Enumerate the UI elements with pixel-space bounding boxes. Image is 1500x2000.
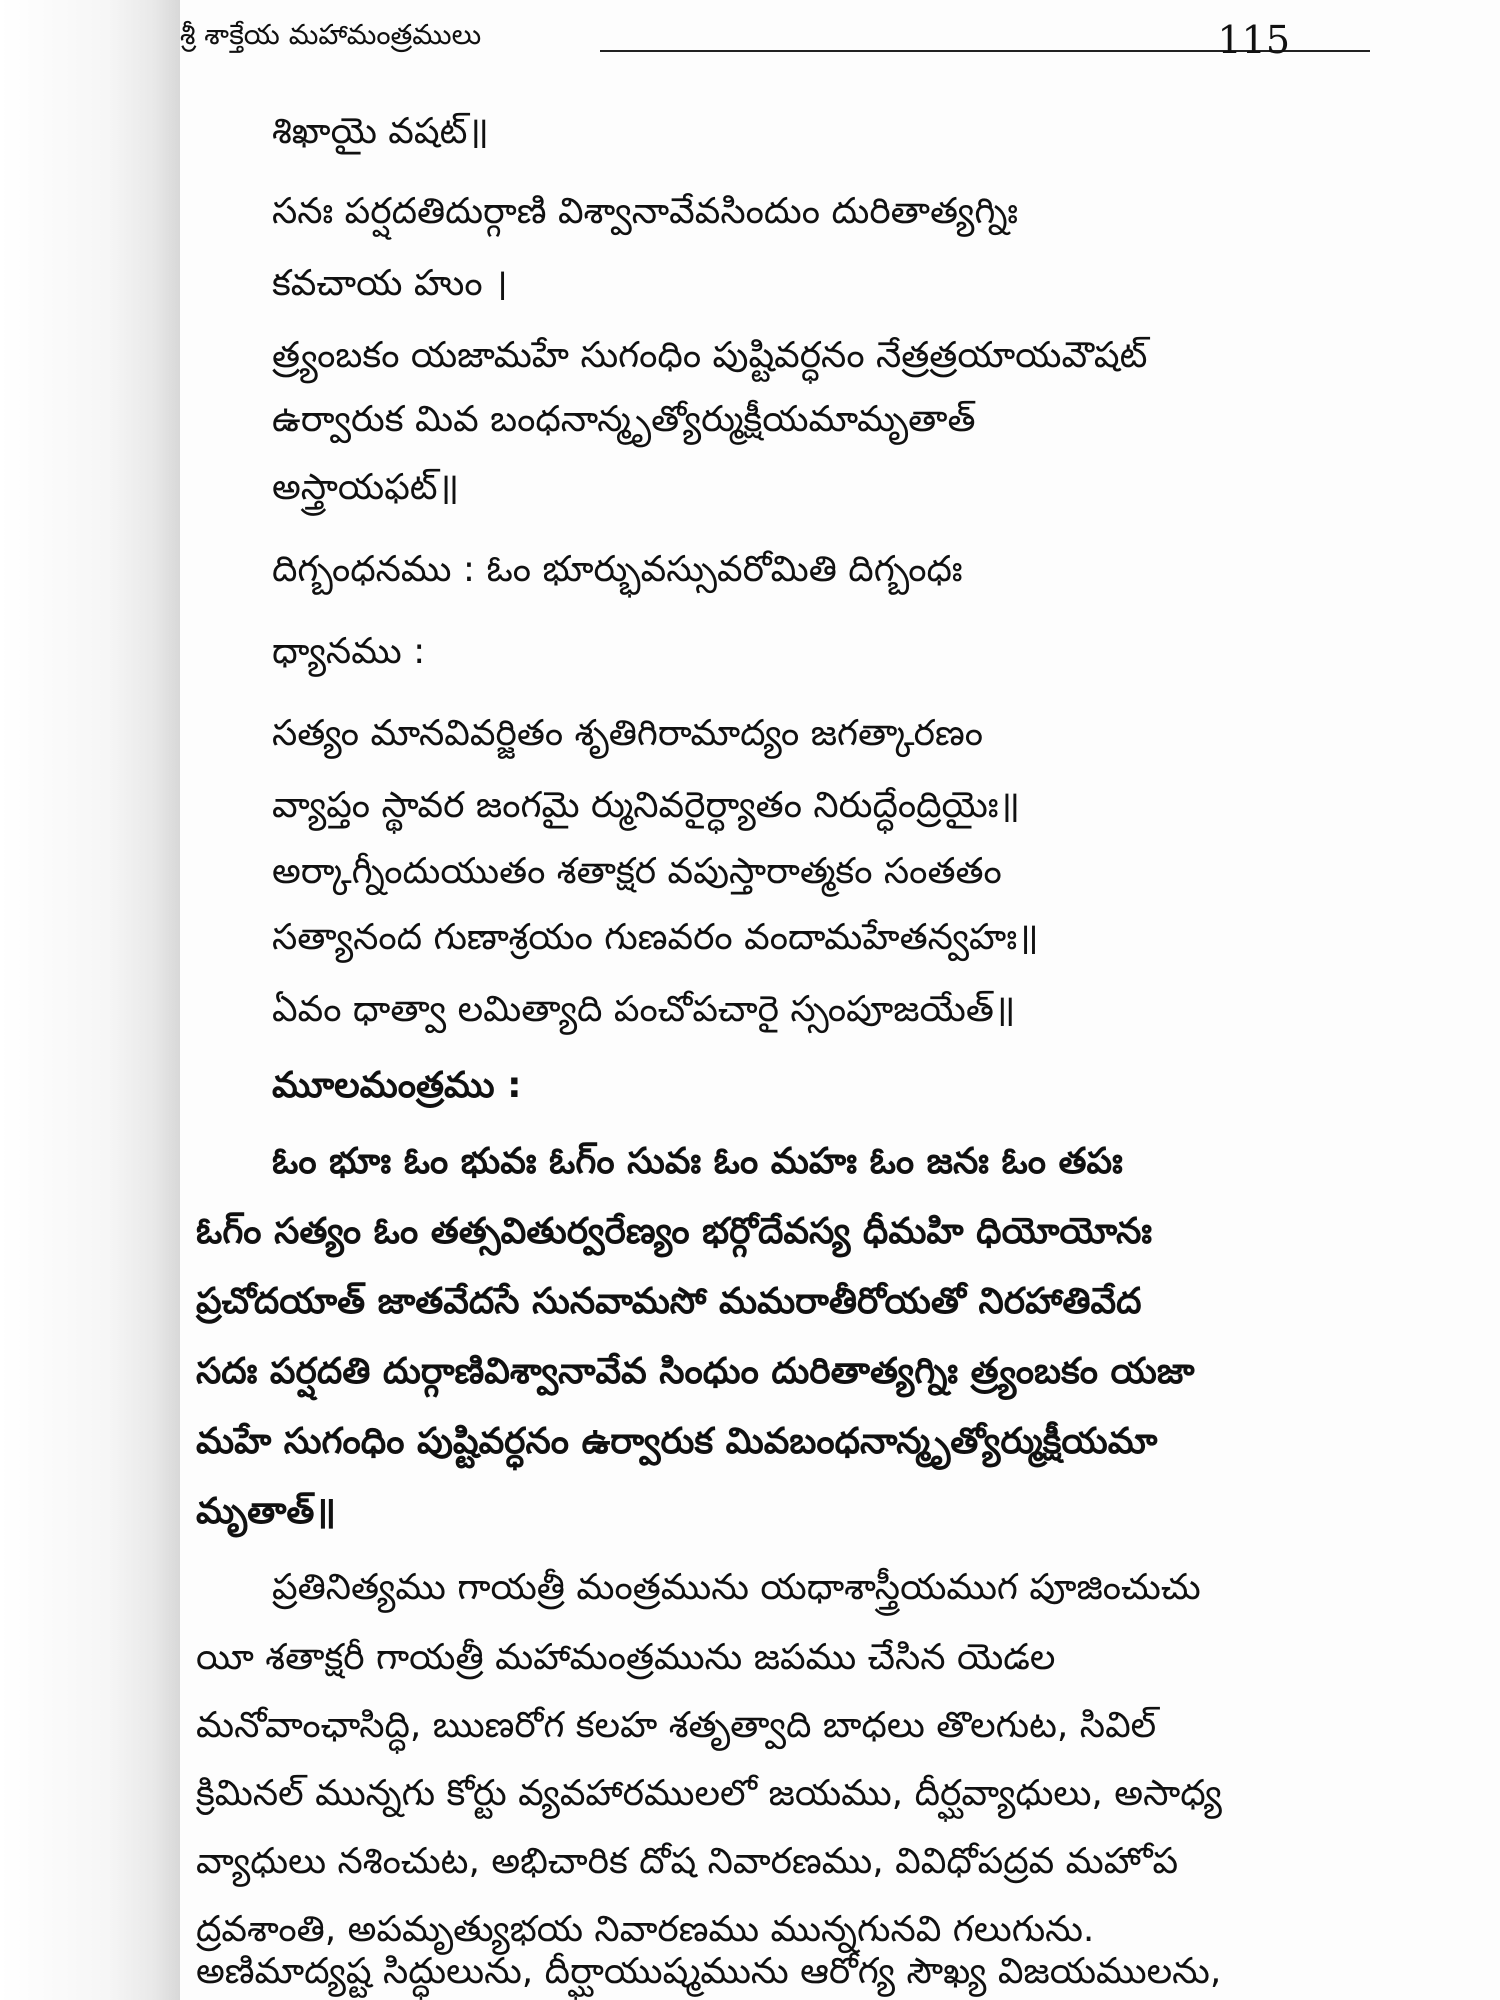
text-line: అస్త్రాయఫట్॥	[272, 467, 460, 508]
text-line: ప్రతినిత్యము గాయత్రీ మంత్రమును యధాశాస్త్రీయముగ పూజించుచు	[272, 1567, 1201, 1608]
text-line: సత్యానంద గుణాశ్రయం గుణవరం వందామహేతన్వహః॥	[272, 917, 1039, 958]
text-line-bold: ప్రచోదయాత్ జాతవేదసే సునవామసో మమరాతీరోయతో నిరహాతివేద	[196, 1281, 1142, 1322]
text-line: అణిమాద్యష్ట సిద్ధులును, దీర్ఘాయుష్మమును ఆరోగ్య సౌఖ్య విజయములను,	[196, 1951, 1222, 1992]
running-head: శ్రీ శాక్తేయ మహామంత్రములు	[180, 18, 482, 51]
text-line: వ్యాప్తం స్థావర జంగమై ర్మునివరైర్ధ్యాతం నిరుద్ధేంద్రియైః॥	[272, 785, 1021, 826]
section-heading: మూలమంత్రము :	[272, 1065, 522, 1106]
page-number: 115	[1217, 18, 1290, 62]
text-line: శిఖాయై వషట్॥	[272, 111, 489, 152]
text-line: యీ శతాక్షరీ గాయత్రీ మహామంత్రమును జపము చేసిన యెడల	[196, 1637, 1056, 1678]
text-line: త్ర్యంబకం యజామహే సుగంధిం పుష్టివర్ధనం నేత్రత్రయాయవౌషట్	[272, 335, 1148, 376]
text-line: వ్యాధులు నశించుట, అభిచారిక దోష నివారణము, వివిధోపద్రవ మహోప	[196, 1841, 1179, 1882]
text-line: అర్కాగ్నీందుయుతం శతాక్షర వపుస్తారాత్మకం సంతతం	[272, 851, 1002, 892]
text-line: ద్రవశాంతి, అపమృత్యుభయ నివారణము మున్నగునవి గలుగును.	[196, 1909, 1095, 1950]
text-line: క్రిమినల్ మున్నగు కోర్టు వ్యవహారములలో జయము, దీర్ఘవ్యాధులు, అసాధ్య	[196, 1773, 1222, 1814]
text-line: ఉర్వారుక మివ బంధనాన్మృత్యోర్ముక్షీయమామృతాత్	[272, 399, 976, 440]
text-line: ధ్యానము :	[272, 631, 426, 672]
text-line: ఏవం ధాత్వా లమిత్యాది పంచోపచారై స్సంపూజయేత్॥	[272, 989, 1016, 1030]
text-line: కవచాయ హుం ।	[272, 263, 508, 304]
text-line-bold: మహే సుగంధిం పుష్టివర్ధనం ఉర్వారుక మివబంధనాన్మృత్యోర్ముక్షీయమా	[196, 1421, 1158, 1462]
text-line: దిగ్బంధనము : ఓం భూర్భువస్సువరోమితి దిగ్బంధః	[272, 549, 963, 590]
text-line: మనోవాంఛాసిద్ధి, ఋణరోగ కలహ శతృత్వాది బాధలు తొలగుట, సివిల్	[196, 1705, 1157, 1746]
text-line-bold: ఓం భూః ఓం భువః ఓగ్ం సువః ఓం మహః ఓం జనః ఓం తపః	[272, 1141, 1123, 1182]
text-line-bold: ఓగ్ం సత్యం ఓం తత్సవితుర్వరేణ్యం భర్గోదేవస్య ధీమహి ధియోయోనః	[196, 1211, 1153, 1252]
text-line: సత్యం మానవివర్జితం శృతిగిరామాద్యం జగత్కారణం	[272, 713, 983, 754]
text-line-bold: మృతాత్॥	[196, 1491, 337, 1532]
text-line-bold: సదః పర్షదతి దుర్గాణివిశ్వానావేవ సింధుం దురితాత్యగ్నిః త్ర్యంబకం యజా	[196, 1351, 1195, 1392]
text-line: సనః పర్షదతిదుర్గాణి విశ్వానావేవసిందుం దురితాత్యగ్నిః	[272, 191, 1019, 232]
